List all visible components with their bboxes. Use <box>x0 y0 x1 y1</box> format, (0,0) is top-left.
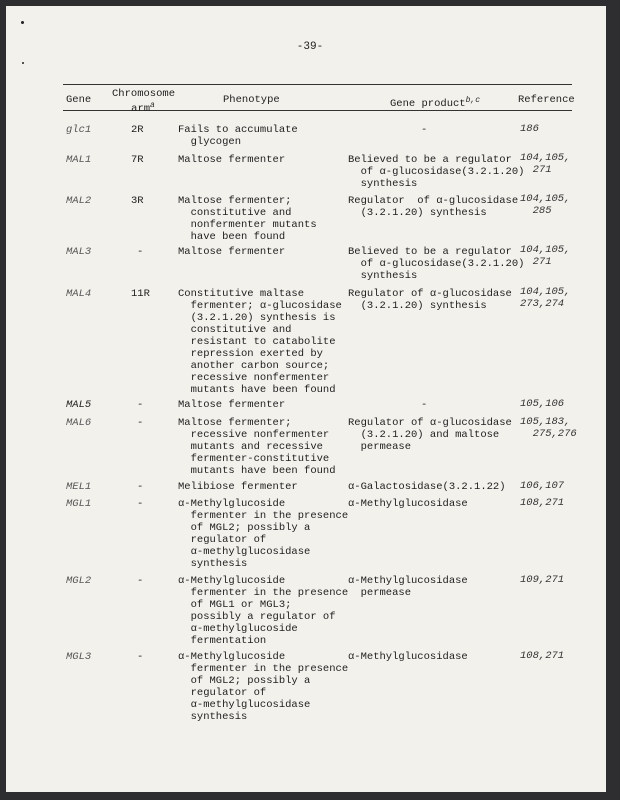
phenotype: Maltose fermenter; constitutive and nonfermenter mutants have been found <box>178 195 317 243</box>
reference: 105,106 <box>520 398 565 410</box>
chromosome-arm: - <box>137 651 144 663</box>
chromosome-arm: 3R <box>131 195 144 207</box>
gene-name: MGL3 <box>66 651 92 663</box>
phenotype: Constitutive maltase fermenter; α-glucosidase (3.2.1.20) synthesis is constitutive and resistant to catabolite repression exerted by another carbon source; recessive nonfermenter mutants have been found <box>178 288 342 396</box>
chromosome-arm: 11R <box>131 288 150 300</box>
column-header-gene: Gene <box>66 94 92 106</box>
table-top-rule <box>63 84 572 85</box>
chromosome-arm: - <box>137 575 144 587</box>
chromosome-arm: - <box>137 399 144 411</box>
phenotype: Maltose fermenter <box>178 154 286 166</box>
reference: 104,105, 271 <box>520 152 571 176</box>
gene-name: MGL1 <box>66 498 92 510</box>
reference: 104,105, 273,274 <box>520 286 571 310</box>
gene-name: MGL2 <box>66 575 92 587</box>
gene-name: MAL2 <box>66 195 92 207</box>
phenotype: α-Methylglucoside fermenter in the presence of MGL1 or MGL3; possibly a regulator of α-methylglucoside fermentation <box>178 575 349 647</box>
column-header-gene-product: Gene product$^{b,c}$ <box>390 96 481 110</box>
column-header-reference: Reference <box>518 94 575 106</box>
gene-name: MAL5 <box>66 399 92 411</box>
gene-product: Regulator of α-glucosidase (3.2.1.20) synthesis <box>348 195 519 219</box>
gene-name: MEL1 <box>66 481 92 493</box>
gene-product: Believed to be a regulator of α-glucosidase(3.2.1.20) synthesis <box>348 246 525 282</box>
margin-mark <box>22 62 24 64</box>
gene-product: α-Methylglucosidase permease <box>348 575 468 599</box>
phenotype: α-Methylglucoside fermenter in the presence of MGL2; possibly a regulator of α-methylglucosidase synthesis <box>178 498 349 570</box>
reference: 106,107 <box>520 480 565 492</box>
reference: 105,183, 275,276 <box>520 416 577 440</box>
column-header-phenotype: Phenotype <box>223 94 280 106</box>
chromosome-arm: - <box>137 498 144 510</box>
chromosome-arm: - <box>137 246 144 258</box>
column-header-chromosome: Chromosome arm$^a$ <box>112 88 176 115</box>
reference: 104,105, 285 <box>520 193 571 217</box>
gene-product: Believed to be a regulator of α-glucosidase(3.2.1.20) synthesis <box>348 154 525 190</box>
gene-product: - <box>421 399 428 411</box>
gene-name: MAL1 <box>66 154 92 166</box>
phenotype: Maltose fermenter; recessive nonfermenter mutants and recessive fermenter-constitutive mutants have been found <box>178 417 336 477</box>
gene-product: α-Galactosidase(3.2.1.22) <box>348 481 506 493</box>
reference: 108,271 <box>520 497 565 509</box>
gene-product: Regulator of α-glucosidase (3.2.1.20) and maltose permease <box>348 417 512 453</box>
gene-name: MAL6 <box>66 417 92 429</box>
gene-name: MAL3 <box>66 246 92 258</box>
gene-product: α-Methylglucosidase <box>348 651 468 663</box>
gene-product: - <box>421 124 428 136</box>
phenotype: Maltose fermenter <box>178 246 286 258</box>
page-number: -39- <box>296 41 324 53</box>
chromosome-arm: - <box>137 417 144 429</box>
reference: 186 <box>520 123 539 135</box>
gene-product: α-Methylglucosidase <box>348 498 468 510</box>
phenotype: Melibiose fermenter <box>178 481 298 493</box>
gene-name: glc1 <box>66 124 92 136</box>
gene-product: Regulator of α-glucosidase (3.2.1.20) synthesis <box>348 288 512 312</box>
chromosome-arm: 2R <box>131 124 144 136</box>
phenotype: Fails to accumulate glycogen <box>178 124 298 148</box>
chromosome-arm: 7R <box>131 154 144 166</box>
reference: 108,271 <box>520 650 565 662</box>
reference: 104,105, 271 <box>520 244 571 268</box>
phenotype: α-Methylglucoside fermenter in the presence of MGL2; possibly a regulator of α-methylglucosidase synthesis <box>178 651 349 723</box>
reference: 109,271 <box>520 574 565 586</box>
chromosome-arm: - <box>137 481 144 493</box>
gene-name: MAL4 <box>66 288 92 300</box>
margin-mark <box>21 21 24 24</box>
phenotype: Maltose fermenter <box>178 399 286 411</box>
